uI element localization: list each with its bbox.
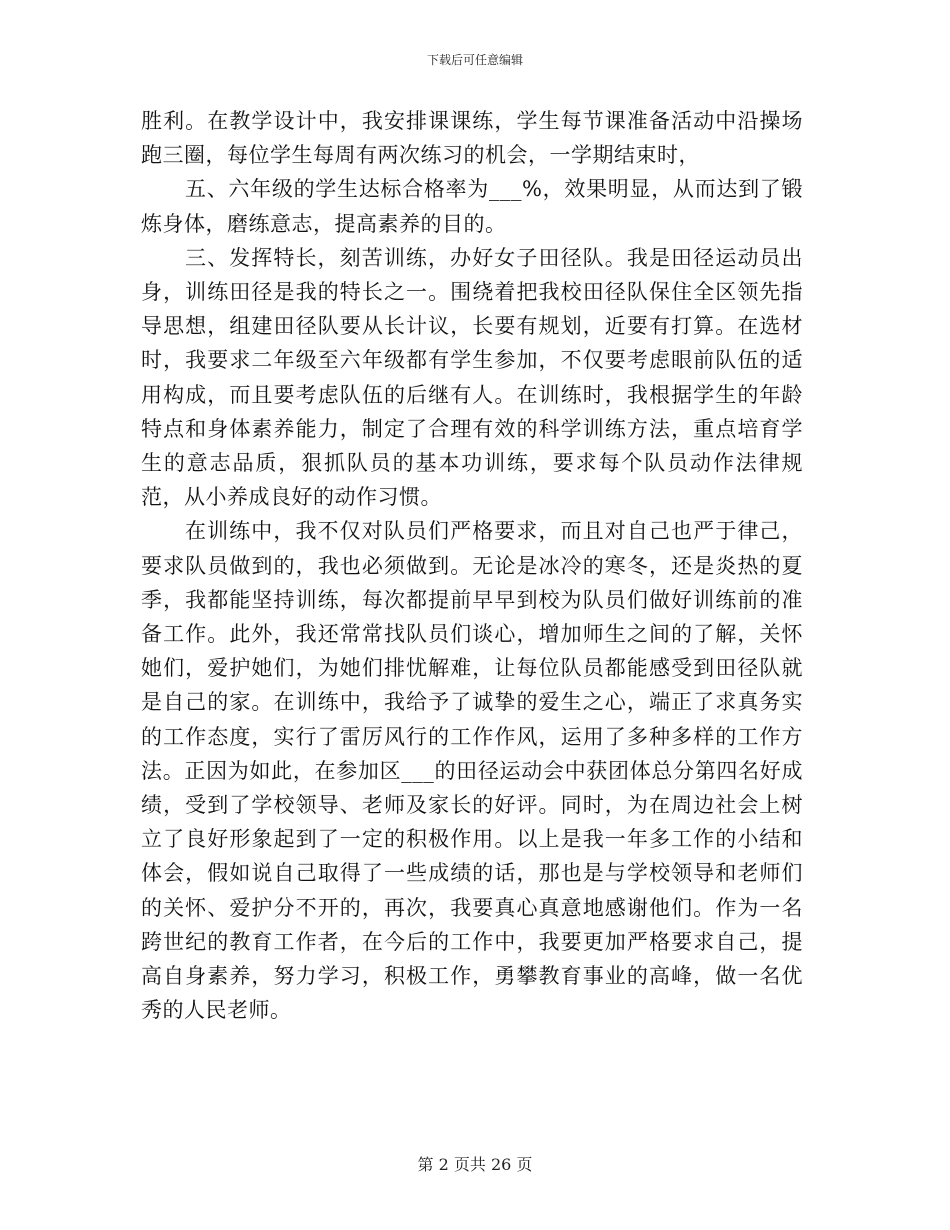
page-header-note: 下载后可任意编辑 xyxy=(426,53,523,67)
paragraph-pass-rate: 五、六年级的学生达标合格率为___%，效果明显，从而达到了锻炼身体，磨练意志，提高素养的目的。 xyxy=(141,177,803,236)
page-number: 第 2 页共 26 页 xyxy=(417,1155,533,1174)
document-body xyxy=(141,104,803,1027)
paragraph-track-team: 三、发挥特长，刻苦训练，办好女子田径队。我是田径运动员出身，训练田径是我的特长之一。围绕着把我校田径队保住全区领先指导思想，组建田径队要从长计议，长要有规划，近要有打算。在选材时，我要求二年级至六年级都有学生参加，不仅要考虑眼前队伍的适用构成，而且要考虑队伍的后继有人。在训练时，我根据学生的年龄特点和身体素养能力，制定了合理有效的科学训练方法，重点培育学生的意志品质，狠抓队员的基本功训练，要求每个队员动作法律规范，从小养成良好的动作习惯。 xyxy=(141,245,803,510)
paragraph-training-summary: 在训练中，我不仅对队员们严格要求，而且对自己也严于律己，要求队员做到的，我也必须做到。无论是冰冷的寒冬，还是炎热的夏季，我都能坚持训练，每次都提前早早到校为队员们做好训练前的准备工作。此外，我还常常找队员们谈心，增加师生之间的了解，关怀她们，爱护她们，为她们排忧解难，让每位队员都能感受到田径队就是自己的家。在训练中，我给予了诚挚的爱生之心，端正了求真务实的工作态度，实行了雷厉风行的工作作风，运用了多种多样的工作方法。正因为如此，在参加区___的田径运动会中获团体总分第四名好成绩，受到了学校领导、老师及家长的好评。同时，为在周边社会上树立了良好形象起到了一定的积极作用。以上是我一年多工作的小结和体会，假如说自己取得了一些成绩的话，那也是与学校领导和老师们的关怀、爱护分不开的，再次，我要真心真意地感谢他们。作为一名跨世纪的教育工作者，在今后的工作中，我要更加严格要求自己，提高自身素养，努力学习，积极工作，勇攀教育事业的高峰，做一名优秀的人民老师。 xyxy=(141,519,803,1023)
paragraph-continuation: 胜利。在教学设计中，我安排课课练，学生每节课准备活动中沿操场跑三圈，每位学生每周有两次练习的机会，一学期结束时， xyxy=(141,109,803,168)
